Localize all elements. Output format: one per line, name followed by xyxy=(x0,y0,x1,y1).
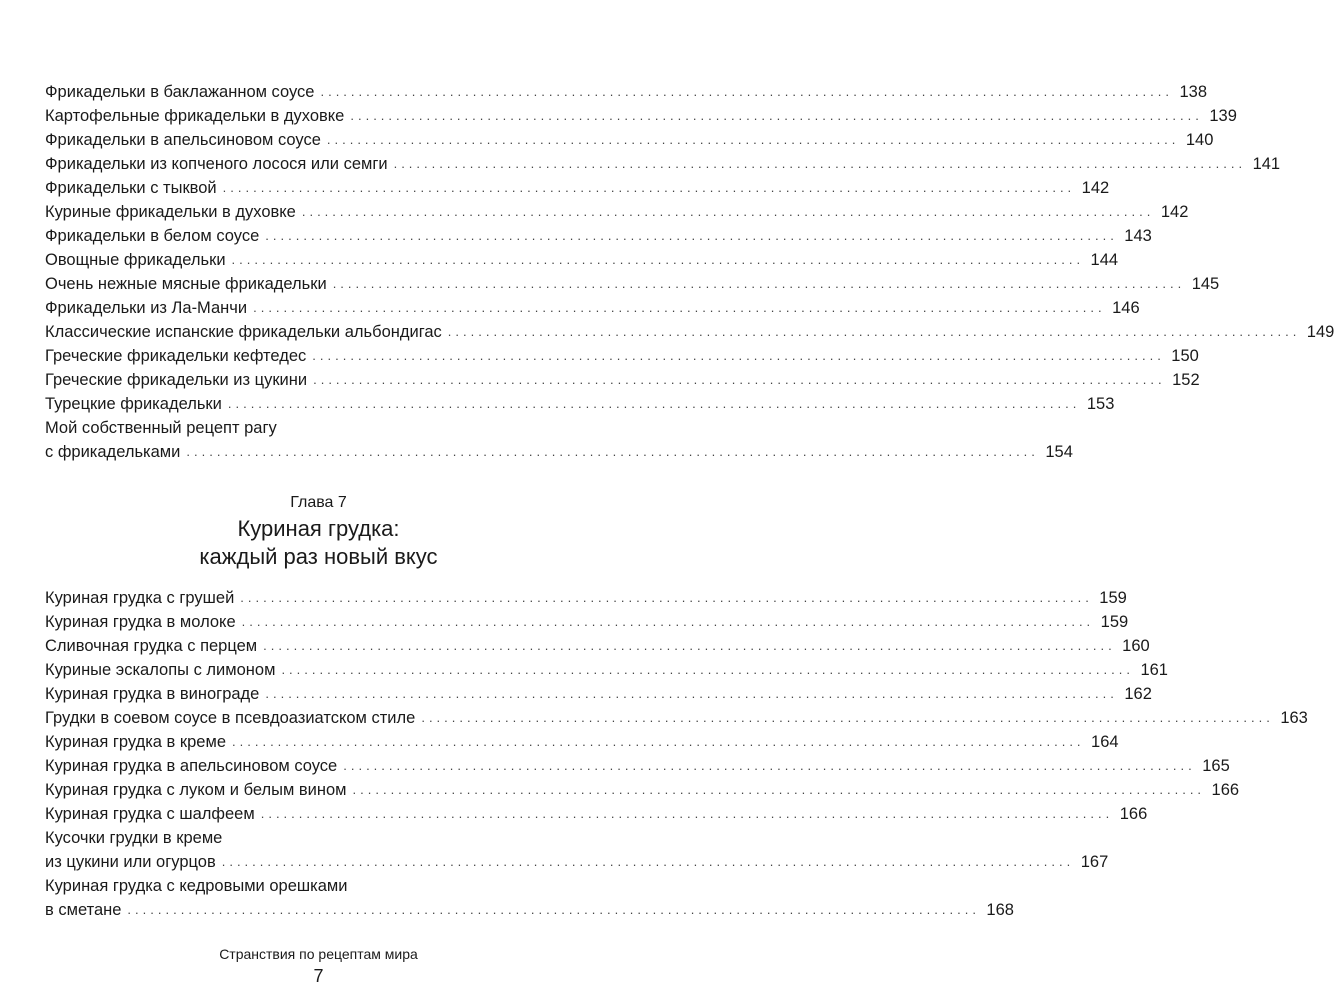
toc-entry-page: 168 xyxy=(986,901,1014,919)
toc-entry[interactable] xyxy=(45,802,1148,826)
leader-dots: ................................................................................................................ xyxy=(421,710,1274,725)
toc-entry-page: 138 xyxy=(1179,83,1207,101)
toc-entry[interactable] xyxy=(45,272,1220,296)
toc-entry-title: Куриная грудка с шалфеем xyxy=(45,805,255,823)
toc-entry-title: Фрикадельки с тыквой xyxy=(45,179,217,197)
toc-entry-title: Фрикадельки в баклажанном соусе xyxy=(45,83,315,101)
toc-entry[interactable] xyxy=(45,224,1152,248)
toc-entry-title: Куриные фрикадельки в духовке xyxy=(45,203,296,221)
chapter-label: Глава 7 xyxy=(290,494,347,511)
toc-entry-page: 166 xyxy=(1119,805,1148,823)
toc-entry[interactable] xyxy=(45,104,1237,128)
leader-dots: ................................................................................................................ xyxy=(265,686,1118,701)
toc-entry[interactable] xyxy=(45,754,1230,778)
toc-entry-title: Куриные эскалопы с лимоном xyxy=(45,661,276,679)
toc-entry-title: Фрикадельки в белом соусе xyxy=(45,227,260,245)
toc-entry-title: Куриная грудка в апельсиновом соусе xyxy=(45,757,338,775)
toc-entry[interactable] xyxy=(45,152,1281,176)
toc-entry-page: 142 xyxy=(1081,179,1110,197)
toc-entry[interactable] xyxy=(45,176,1110,200)
leader-dots: ................................................................................................................ xyxy=(241,614,1095,629)
toc-entry-title-line2: из цукини или огурцов xyxy=(45,853,216,871)
toc-entry-page: 144 xyxy=(1090,251,1119,269)
toc-entry-title: Греческие фрикадельки из цукини xyxy=(45,371,308,389)
toc-entry-title: Греческие фрикадельки кефтедес xyxy=(45,347,307,365)
toc-entry[interactable] xyxy=(45,296,1140,320)
toc-entry[interactable] xyxy=(45,682,1152,706)
toc-entry-page: 164 xyxy=(1091,733,1119,751)
leader-dots: ................................................................................................................ xyxy=(312,348,1165,363)
footer-series-title: Странствия по рецептам мира xyxy=(219,946,418,962)
toc-entry-page: 161 xyxy=(1140,661,1168,679)
leader-dots: ................................................................................................................ xyxy=(301,204,1155,219)
toc-entry-page: 160 xyxy=(1122,637,1150,655)
leader-dots: ................................................................................................................ xyxy=(263,638,1116,653)
leader-dots: ................................................................................................................ xyxy=(447,324,1301,339)
toc-entry-page: 150 xyxy=(1171,347,1199,365)
leader-dots: ................................................................................................................ xyxy=(260,806,1114,821)
toc-entry[interactable] xyxy=(45,826,1109,874)
toc-entry-title: Куриная грудка в молоке xyxy=(45,613,236,631)
leader-dots: ................................................................................................................ xyxy=(231,252,1085,267)
toc-entry-page: 139 xyxy=(1209,107,1237,125)
toc-entry-title: Очень нежные мясные фрикадельки xyxy=(45,275,327,293)
leader-dots: ................................................................................................................ xyxy=(265,228,1118,243)
leader-dots: ................................................................................................................ xyxy=(343,758,1196,773)
toc-entry-title: Куриная грудка в креме xyxy=(45,733,227,751)
toc-entry-title-line1: Кусочки грудки в креме xyxy=(45,829,223,847)
toc-entry[interactable] xyxy=(45,128,1214,152)
toc-entry-page: 159 xyxy=(1100,613,1129,631)
footer-page-number: 7 xyxy=(313,966,324,986)
leader-dots: ................................................................................................................ xyxy=(186,444,1039,459)
toc-entry[interactable] xyxy=(45,248,1119,272)
toc-entry-page: 141 xyxy=(1252,155,1281,173)
leader-dots: ................................................................................................................ xyxy=(352,782,1206,797)
toc-entry[interactable] xyxy=(45,344,1199,368)
toc-entry-title: Фрикадельки в апельсиновом соусе xyxy=(45,131,321,149)
toc-entry[interactable] xyxy=(45,634,1150,658)
toc-entry[interactable] xyxy=(45,368,1200,392)
toc-entry[interactable] xyxy=(45,778,1240,802)
toc-entry[interactable] xyxy=(45,320,1334,344)
toc-entry[interactable] xyxy=(45,874,1014,922)
toc-entry-page: 143 xyxy=(1124,227,1152,245)
leader-dots: ................................................................................................................ xyxy=(393,156,1247,171)
toc-list-chapter-7 xyxy=(45,586,1308,922)
leader-dots: ................................................................................................................ xyxy=(240,590,1093,605)
toc-entry-title: Классические испанские фрикадельки альбондигас xyxy=(45,323,442,341)
leader-dots: ................................................................................................................ xyxy=(326,132,1180,147)
toc-entry-page: 152 xyxy=(1172,371,1200,389)
toc-entry-page: 142 xyxy=(1160,203,1189,221)
toc-entry-page: 165 xyxy=(1202,757,1230,775)
leader-dots: ................................................................................................................ xyxy=(350,108,1203,123)
toc-entry[interactable] xyxy=(45,586,1127,610)
leader-dots: ................................................................................................................ xyxy=(281,662,1134,677)
toc-entry-title: Фрикадельки из Ла-Манчи xyxy=(45,299,248,317)
toc-entry-title: Фрикадельки из копченого лосося или семги xyxy=(45,155,388,173)
chapter-title xyxy=(0,515,637,571)
toc-entry-title-line2: с фрикадельками xyxy=(45,443,181,461)
toc-entry-page: 166 xyxy=(1211,781,1240,799)
toc-entry[interactable] xyxy=(45,658,1168,682)
toc-entry-title: Картофельные фрикадельки в духовке xyxy=(45,107,345,125)
leader-dots: ................................................................................................................ xyxy=(253,300,1106,315)
toc-entry[interactable] xyxy=(45,200,1189,224)
toc-entry-title-line1: Мой собственный рецепт рагу xyxy=(45,419,277,437)
toc-entry-page: 162 xyxy=(1124,685,1152,703)
leader-dots: ................................................................................................................ xyxy=(313,372,1166,387)
toc-entry[interactable] xyxy=(45,730,1119,754)
leader-dots: ................................................................................................................ xyxy=(320,84,1173,99)
toc-entry-title: Турецкие фрикадельки xyxy=(45,395,222,413)
toc-entry-title: Куриная грудка в винограде xyxy=(45,685,260,703)
toc-entry-title: Куриная грудка с луком и белым вином xyxy=(45,781,347,799)
toc-entry[interactable] xyxy=(45,416,1073,464)
leader-dots: ................................................................................................................ xyxy=(127,902,980,917)
toc-entry[interactable] xyxy=(45,392,1115,416)
toc-entry-page: 149 xyxy=(1306,323,1334,341)
toc-entry[interactable] xyxy=(45,610,1129,634)
toc-entry-page: 154 xyxy=(1045,443,1073,461)
leader-dots: ................................................................................................................ xyxy=(222,180,1076,195)
toc-entry[interactable] xyxy=(45,80,1207,104)
toc-entry-page: 146 xyxy=(1112,299,1140,317)
toc-entry-title: Овощные фрикадельки xyxy=(45,251,226,269)
toc-entry-page: 159 xyxy=(1099,589,1127,607)
toc-entry-page: 163 xyxy=(1280,709,1308,727)
chapter-title-line2: каждый раз новый вкус xyxy=(199,544,438,569)
leader-dots: ................................................................................................................ xyxy=(221,854,1075,869)
toc-entry-title: Куриная грудка с грушей xyxy=(45,589,235,607)
chapter-title-line1: Куриная грудка: xyxy=(237,516,400,541)
toc-entry[interactable] xyxy=(45,706,1308,730)
toc-entry-page: 140 xyxy=(1185,131,1214,149)
toc-entry-page: 167 xyxy=(1080,853,1109,871)
toc-entry-page: 153 xyxy=(1086,395,1115,413)
toc-list-chapter-6 xyxy=(45,80,1334,464)
toc-entry-title-line1: Куриная грудка с кедровыми орешками xyxy=(45,877,348,895)
leader-dots: ................................................................................................................ xyxy=(232,734,1085,749)
leader-dots: ................................................................................................................ xyxy=(227,396,1081,411)
toc-entry-page: 145 xyxy=(1191,275,1220,293)
toc-entry-title: Грудки в соевом соусе в псевдоазиатском стиле xyxy=(45,709,416,727)
leader-dots: ................................................................................................................ xyxy=(332,276,1186,291)
toc-entry-title: Сливочная грудка с перцем xyxy=(45,637,258,655)
toc-entry-title-line2: в сметане xyxy=(45,901,122,919)
